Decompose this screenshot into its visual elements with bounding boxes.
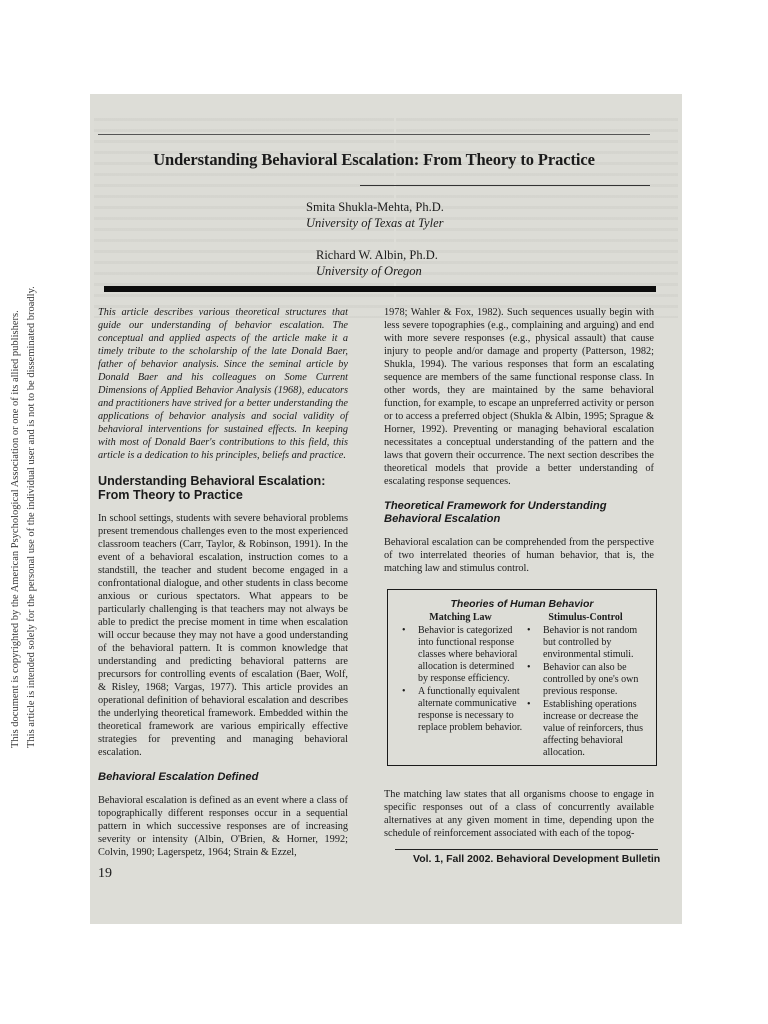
top-rule bbox=[98, 134, 650, 135]
author-name: Smita Shukla-Mehta, Ph.D. bbox=[306, 200, 444, 214]
box-title: Theories of Human Behavior bbox=[450, 598, 594, 610]
definition-paragraph: Behavioral escalation is defined as an event where a class of topographically different responses occur in a sequential pattern in which successive responses are of increasing severity or intensity (Albin, O'Brien, & Horner, 1992; Colvin, 1990; Lagerspetz, 1964; Strain & Ezzel, bbox=[98, 795, 348, 858]
author-2 bbox=[316, 247, 438, 279]
abstract: This article describes various theoretical structures that guide our understanding of behavior escalation. The conceptual and applied aspects of the article make it a timely tribute to the scholarship of the late Donald Baer, father of behavior analysis. Since the seminal article by Donald Baer and his colleagues on Some Current Dimensions of Applied Behavior Analysis (1968), educators and practitioners have strived for a better understanding the applications of behavior analysis and social validity of behavioral interventions for sustained effects. In keeping with most of Donald Baer's contributions to this field, this article is a dedication to his principles, beliefs and practice. bbox=[98, 307, 348, 461]
column-heading: Matching Law bbox=[429, 612, 492, 623]
author-affiliation: University of Oregon bbox=[316, 264, 422, 278]
list-item: • Establishing operations increase or decrease the value of reinforcers, thus affecting behavioral allocation. bbox=[523, 699, 648, 759]
right-column bbox=[384, 306, 654, 575]
intro-paragraph: In school settings, students with severe behavioral problems present tremendous challenges even to the most experienced classroom teachers (Carr, Taylor, & Robinson, 1991). In the event of a behavioral escalation, instruction comes to a standstill, the teacher and student become engaged in a confrontational dialogue, and other students in class become anxious or curious spectators. What appears to be particularly challenging is that teachers may not always be able to predict the precise moment in time when escalation will occur because they may not have a good understanding of the behavioral pattern. It is common knowledge that understanding and predicting behavioral patterns are precursors for controlling events of escalation (Baer, Wolf, & Risley, 1968; Vargas, 1977). This article provides an operational definition of behavioral escalation and describes the underlying theoretical framework. Embedded within the theoretical framework are various empirically effective strategies for preventing and managing behavioral escalation. bbox=[98, 513, 348, 758]
framework-paragraph: Behavioral escalation can be comprehended from the perspective of two interrelated theories of human behavior, that is, the matching law and stimulus control. bbox=[384, 537, 654, 574]
list-item: • A functionally equivalent alternate communicative response is necessary to replace problem behavior. bbox=[398, 686, 523, 734]
continued-paragraph: 1978; Wahler & Fox, 1982). Such sequences usually begin with less severe topographies (e.g., complaining and arguing) and end with more severe responses (e.g., physical assault) that cause injury to people and/or damage and property (Patterson, 1982; Shukla, 1994). The various responses that form an escalating sequence are members of the same functional response class. In other words, they are maintained by the same behavioral function, for example, to escape an unpreferred activity or person or to access a preferred object (Shukla & Albin, 1995; Sprague & Horner, 1992). Preventing or managing behavioral escalation necessitates a conceptual understanding of the pattern and the laws that govern their occurrence. The next section describes the theoretical models that provide a better understanding of escalating response sequences. bbox=[384, 307, 654, 487]
author-name: Richard W. Albin, Ph.D. bbox=[316, 248, 438, 262]
matching-law-paragraph: The matching law states that all organisms choose to engage in specific responses out of a class of concurrently available alternatives at any given moment in time, depending upon the schedule of reinforcement associated with each of the topog- bbox=[384, 789, 654, 839]
header-divider bbox=[104, 286, 656, 292]
copyright-notice-2: This article is intended solely for the personal use of the individual user and is not to be disseminated broadly. bbox=[26, 286, 37, 748]
title-rule bbox=[360, 185, 650, 186]
list-item: • Behavior can also be controlled by one's own previous response. bbox=[523, 662, 648, 698]
page-number: 19 bbox=[98, 866, 112, 881]
list-item: • Behavior is not random but controlled by environmental stimuli. bbox=[523, 625, 648, 661]
copyright-notice-1: This document is copyrighted by the American Psychological Association or one of its allied publishers. bbox=[10, 310, 21, 748]
matching-law-column bbox=[398, 612, 523, 760]
left-column bbox=[98, 306, 348, 859]
article-title: Understanding Behavioral Escalation: From Theory to Practice bbox=[153, 150, 595, 169]
subsection-heading: Theoretical Framework for Understanding Behavioral Escalation bbox=[384, 500, 607, 525]
theories-box bbox=[387, 589, 657, 766]
journal-footer: Vol. 1, Fall 2002. Behavioral Development Bulletin bbox=[413, 853, 661, 865]
section-heading: Understanding Behavioral Escalation: From Theory to Practice bbox=[98, 474, 326, 502]
footer-rule bbox=[395, 849, 658, 850]
author-1 bbox=[306, 199, 444, 231]
list-item: • Behavior is categorized into functional response classes where behavioral allocation is determined by response efficiency. bbox=[398, 625, 523, 685]
stimulus-control-column bbox=[523, 612, 648, 760]
author-affiliation: University of Texas at Tyler bbox=[306, 216, 444, 230]
subsection-heading: Behavioral Escalation Defined bbox=[98, 771, 259, 783]
column-heading: Stimulus-Control bbox=[548, 612, 623, 623]
